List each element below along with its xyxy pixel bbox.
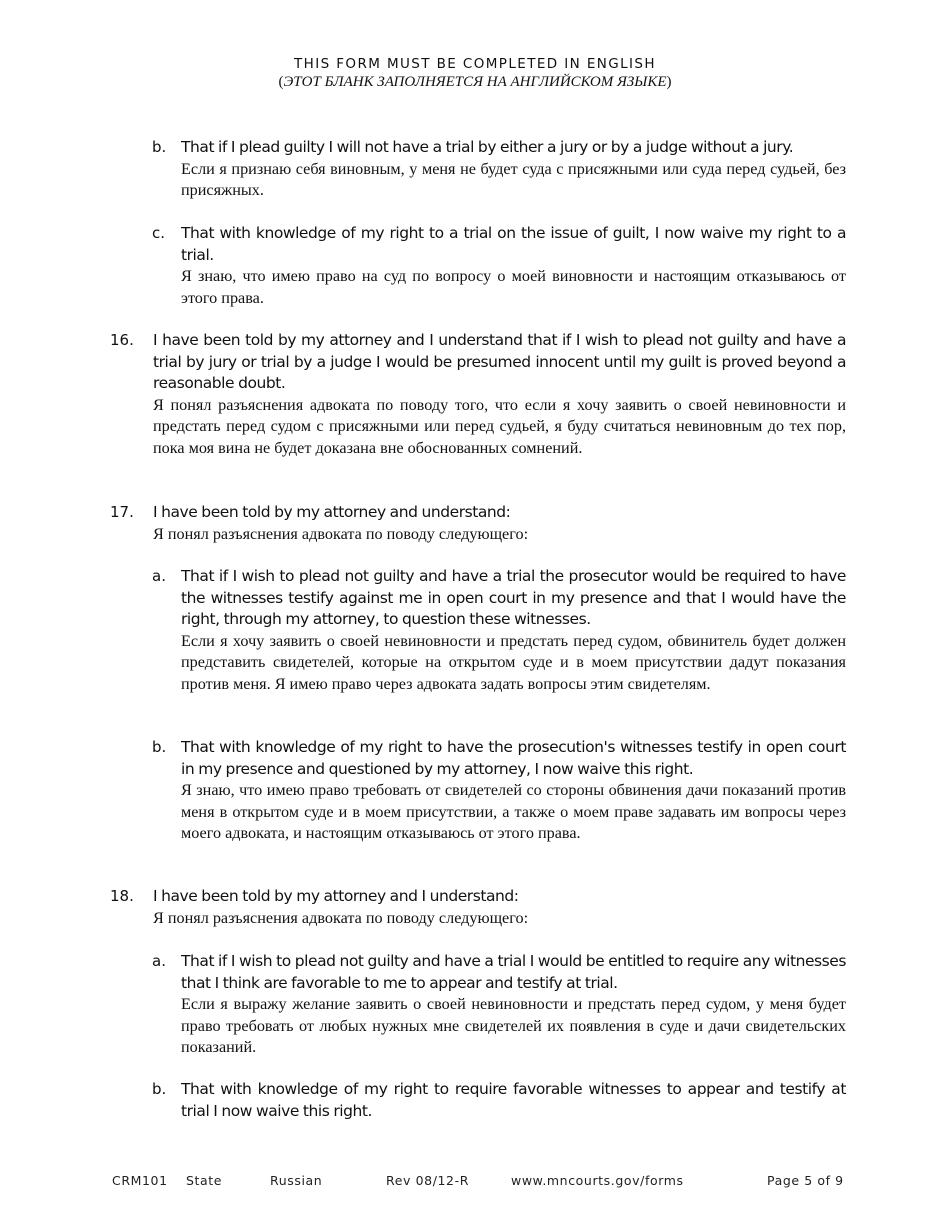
item-marker: b. <box>152 1080 167 1098</box>
header-english-notice: THIS FORM MUST BE COMPLETED IN ENGLISH <box>294 56 656 72</box>
item-17b <box>152 737 846 845</box>
item-15b-english: That if I plead guilty I will not have a trial by either a jury or by a judge without a jury. <box>181 138 794 156</box>
footer-page-number: Page 5 of 9 <box>767 1173 844 1188</box>
item-16-russian: Я понял разъяснения адвоката по поводу того, что если я хочу заявить о своей невиновности и предстать перед судом с присяжными или перед судьей, я буду считаться невиновным до тех пор, пока моя вина не будет доказана вне обоснованных сомнений. <box>153 395 846 457</box>
item-marker: a. <box>152 952 166 970</box>
page-footer <box>0 1173 950 1191</box>
item-17b-russian: Я знаю, что имею право требовать от свидетелей со стороны обвинения дачи показаний против меня в открытом суде и в моем присутствии, а также о моем праве задавать им вопросы через моего адвоката, и настоящим отказываюсь от этого права. <box>181 781 846 842</box>
item-marker: b. <box>152 738 167 756</box>
item-17b-english: That with knowledge of my right to have the prosecution's witnesses testify in open court in my presence and questioned by my attorney, I now waive this right. <box>181 738 846 778</box>
item-17a-english: That if I wish to plead not guilty and have a trial the prosecutor would be required to have the witnesses testify against me in open court in my presence and that I would have the right, through my attorney, to question these witnesses. <box>181 567 846 628</box>
item-15c-english: That with knowledge of my right to a trial on the issue of guilt, I now waive my right to a trial. <box>181 224 846 264</box>
page-header <box>0 56 950 91</box>
item-18b-english: That with knowledge of my right to require favorable witnesses to appear and testify at trial I now waive this right. <box>181 1080 846 1120</box>
item-marker: a. <box>152 567 166 585</box>
item-15c-russian: Я знаю, что имею право на суд по вопросу о моей виновности и настоящим отказываюсь от этого права. <box>181 267 846 307</box>
item-17-english: I have been told by my attorney and understand: <box>153 503 511 521</box>
footer-url-link[interactable]: www.mncourts.gov/forms <box>511 1173 684 1188</box>
item-18 <box>110 886 846 929</box>
item-18a <box>152 951 846 1059</box>
item-18b <box>152 1079 846 1122</box>
item-18a-russian: Если я выражу желание заявить о своей невиновности и предстать перед судом, у меня будет право требовать от любых нужных мне свидетелей их появления в суде и дачи свидетельских показаний. <box>181 995 846 1056</box>
item-number: 16. <box>110 331 134 349</box>
footer-form-id: CRM101 <box>112 1173 168 1188</box>
item-18a-english: That if I wish to plead not guilty and have a trial I would be entitled to require any witnesses that I think are favorable to me to appear and testify at trial. <box>181 952 846 992</box>
footer-language: Russian <box>270 1173 323 1188</box>
item-17a-russian: Если я хочу заявить о своей невиновности и предстать перед судом, обвинитель будет должен представить свидетелей, которые на открытом суде и в моем присутствии дадут показания против меня. Я имею право через адвоката задать вопросы этим свидетелям. <box>181 631 846 693</box>
item-16-english: I have been told by my attorney and I understand that if I wish to plead not guilty and have a trial by jury or trial by a judge I would be presumed innocent until my guilt is proved beyond a reasonable doubt. <box>153 331 846 392</box>
item-15b-russian: Если я признаю себя виновным, у меня не будет суда с присяжными или суда перед судьей, без присяжных. <box>181 159 846 199</box>
item-18-russian: Я понял разъяснения адвоката по поводу следующего: <box>153 908 529 927</box>
item-18-english: I have been told by my attorney and I understand: <box>153 887 519 905</box>
item-15b <box>152 137 846 202</box>
footer-jurisdiction: State <box>186 1173 223 1188</box>
footer-revision: Rev 08/12-R <box>386 1173 470 1188</box>
item-marker: c. <box>152 224 166 242</box>
item-17-russian: Я понял разъяснения адвоката по поводу следующего: <box>153 524 529 543</box>
item-marker: b. <box>152 138 167 156</box>
item-15c <box>152 223 846 309</box>
header-russian-notice: (ЭТОТ БЛАНК ЗАПОЛНЯЕТСЯ НА АНГЛИЙСКОМ ЯЗЫКЕ) <box>278 74 672 90</box>
item-16 <box>110 330 846 459</box>
item-number: 18. <box>110 887 134 905</box>
item-17 <box>110 502 846 545</box>
item-17a <box>152 566 846 695</box>
item-number: 17. <box>110 503 134 521</box>
